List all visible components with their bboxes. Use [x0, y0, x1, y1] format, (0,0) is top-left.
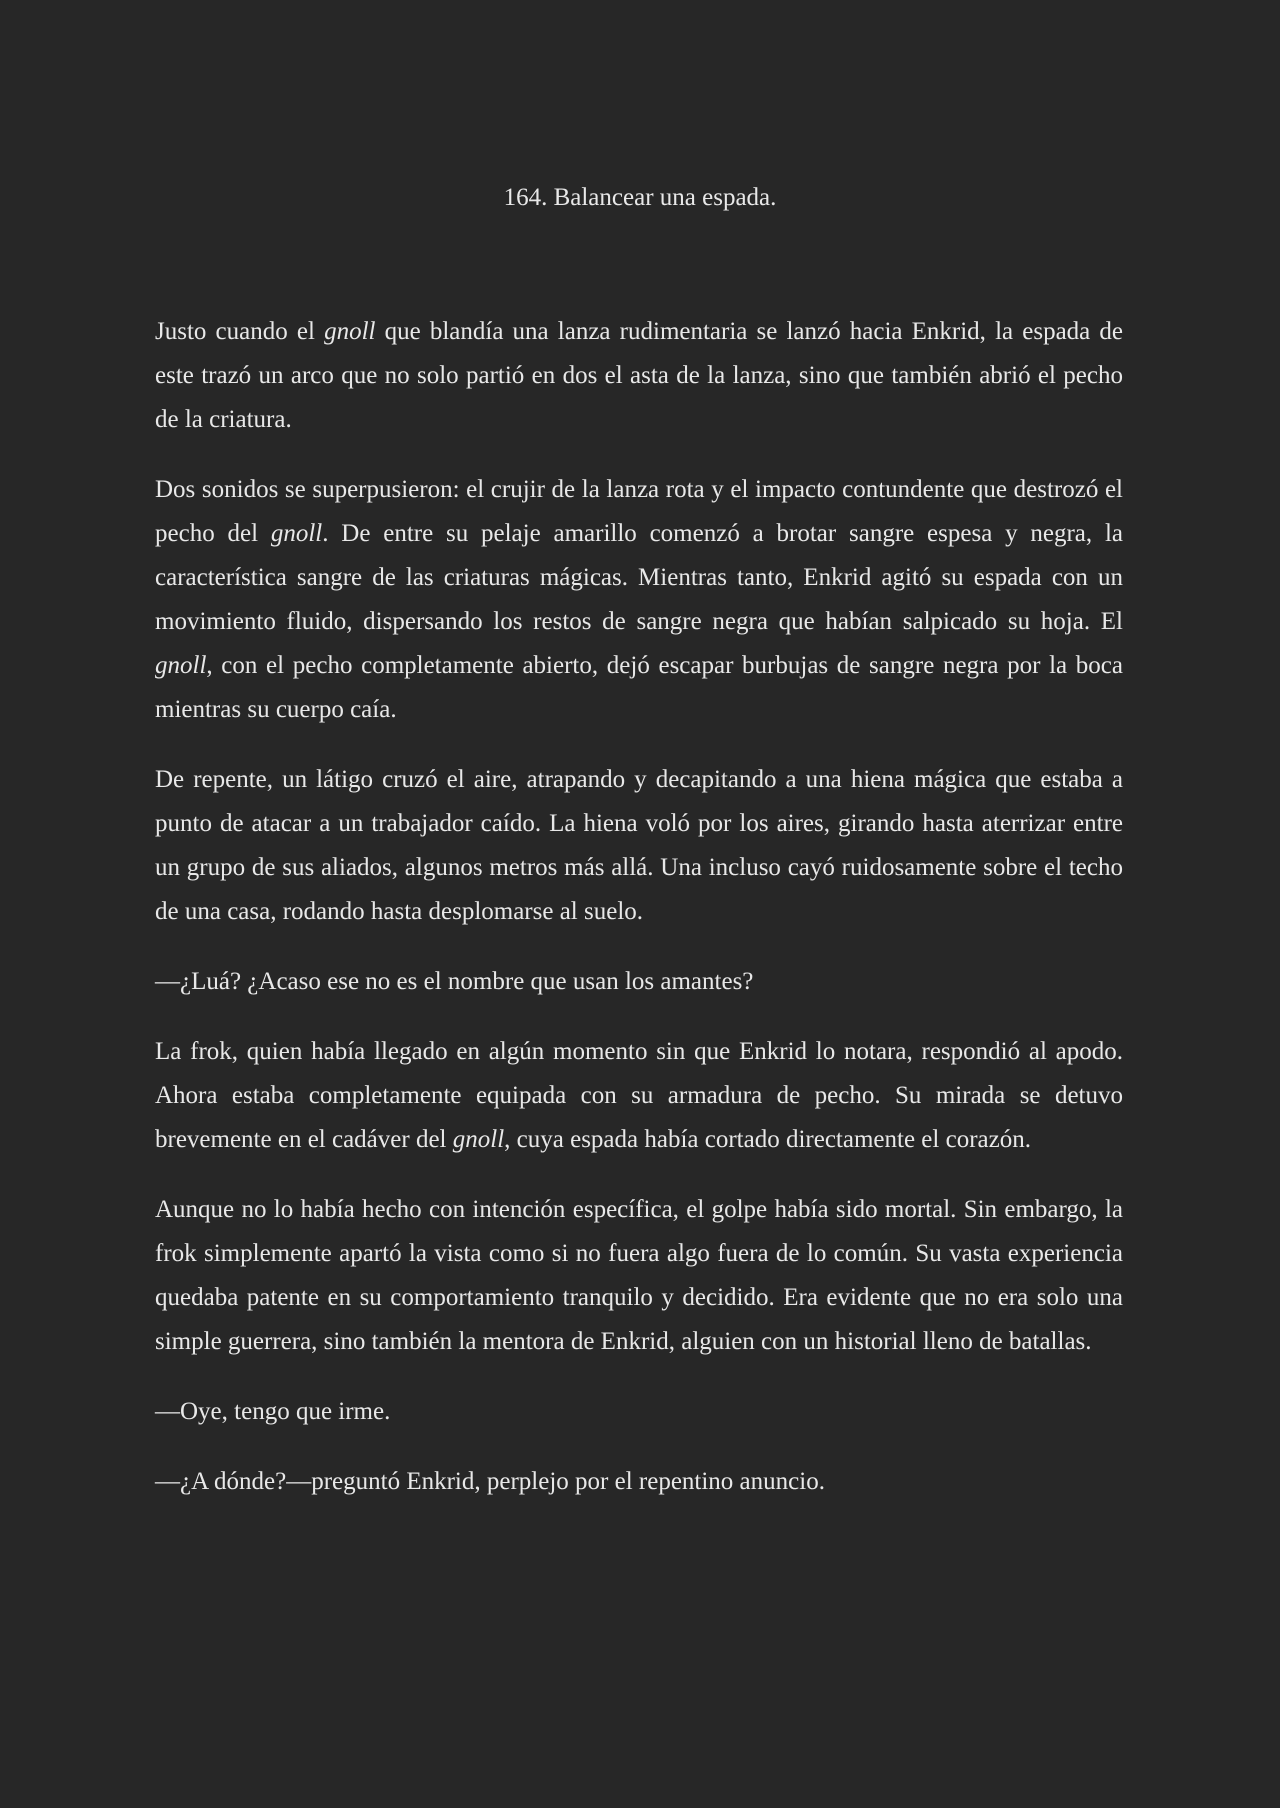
- narration-paragraph: [155, 1030, 1123, 1162]
- text-segment: . De entre su pelaje amarillo comenzó a brotar sangre espesa y negra, la característica sangre de las criaturas mágicas. Mientras tanto, Enkrid agitó su espada con un movimiento fluido, dispersando los restos de sangre negra que habían salpicado su hoja. El: [155, 520, 1123, 635]
- italic-term: gnoll: [324, 318, 376, 345]
- text-segment: —¿Luá? ¿Acaso ese no es el nombre que usan los amantes?: [155, 968, 754, 995]
- text-segment: Aunque no lo había hecho con intención específica, el golpe había sido mortal. Sin embargo, la frok simplemente apartó la vista como si no fuera algo fuera de lo común. Su vasta experiencia quedaba patente en su comportamiento tranquilo y decidido. Era evidente que no era solo una simple guerrera, sino también la mentora de Enkrid, alguien con un historial lleno de batallas.: [155, 1196, 1123, 1355]
- text-segment: Justo cuando el: [155, 318, 325, 345]
- narration-paragraph: [155, 758, 1123, 934]
- text-segment: La frok, quien había llegado en algún momento sin que Enkrid lo notara, respondió al apodo. Ahora estaba completamente equipada con su armadura de pecho. Su mirada se detuvo brevemente en el cadáver del: [155, 1038, 1123, 1153]
- text-segment: Dos sonidos se superpusieron: el crujir de la lanza rota y el impacto contundente que destrozó el pecho del: [155, 476, 1123, 547]
- italic-term: gnoll: [270, 520, 323, 547]
- narration-paragraph: [155, 468, 1123, 732]
- dialogue-paragraph: [155, 960, 1123, 1004]
- dialogue-paragraph: [155, 1460, 1123, 1504]
- chapter-title: 164. Balancear una espada.: [503, 184, 777, 211]
- text-segment: , con el pecho completamente abierto, dejó escapar burbujas de sangre negra por la boca mientras su cuerpo caía.: [155, 652, 1123, 723]
- text-segment: —Oye, tengo que irme.: [155, 1398, 391, 1425]
- text-segment: que blandía una lanza rudimentaria se lanzó hacia Enkrid, la espada de este trazó un arco que no solo partió en dos el asta de la lanza, sino que también abrió el pecho de la criatura.: [155, 318, 1123, 433]
- text-segment: , cuya espada había cortado directamente el corazón.: [504, 1126, 1031, 1153]
- italic-term: gnoll: [155, 652, 207, 679]
- narration-paragraph: [155, 1188, 1123, 1364]
- text-segment: De repente, un látigo cruzó el aire, atrapando y decapitando a una hiena mágica que estaba a punto de atacar a un trabajador caído. La hiena voló por los aires, girando hasta aterrizar entre un grupo de sus aliados, algunos metros más allá. Una incluso cayó ruidosamente sobre el techo de una casa, rodando hasta desplomarse al suelo.: [155, 766, 1123, 925]
- chapter-body: [155, 310, 1123, 1530]
- narration-paragraph: [155, 310, 1123, 442]
- dialogue-paragraph: [155, 1390, 1123, 1434]
- italic-term: gnoll: [452, 1126, 505, 1153]
- text-segment: —¿A dónde?—preguntó Enkrid, perplejo por el repentino anuncio.: [155, 1468, 825, 1495]
